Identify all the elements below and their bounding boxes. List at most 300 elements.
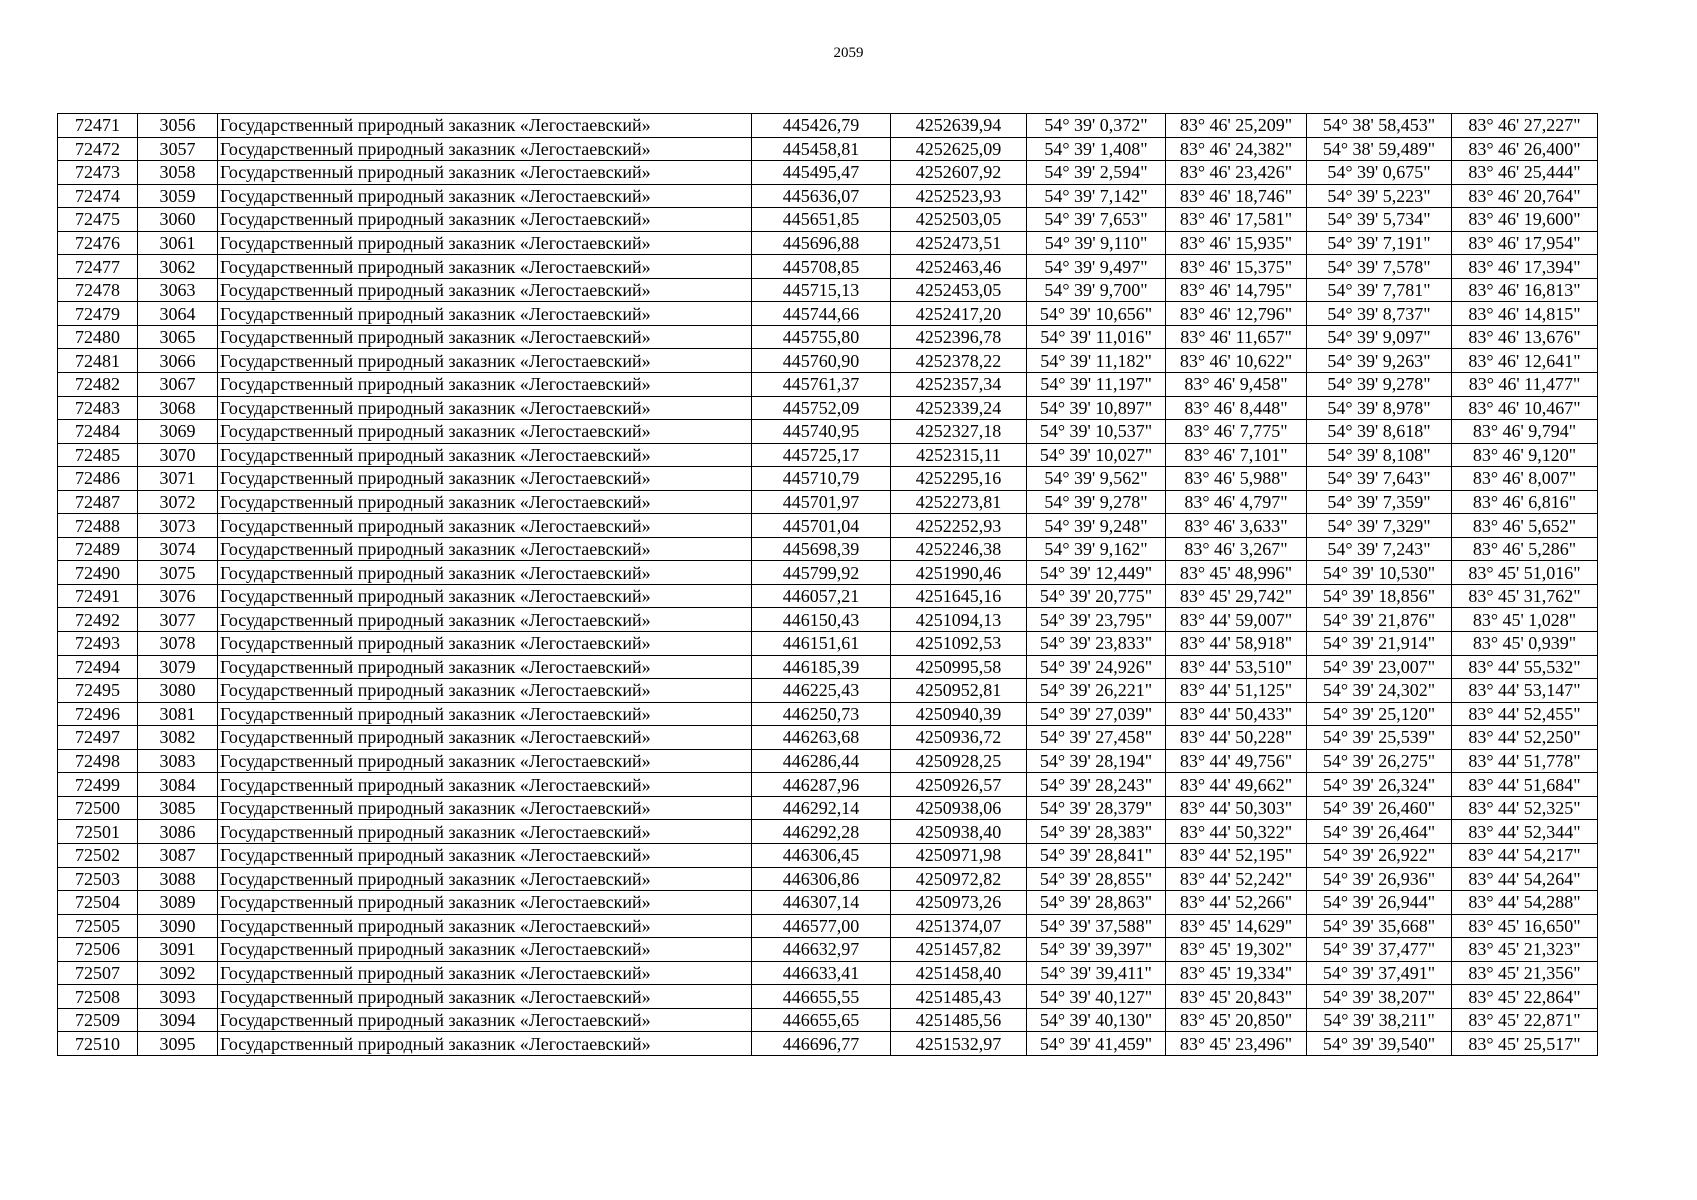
- x-coordinate-cell: 446577,00: [752, 914, 891, 938]
- latitude-2-cell: 54° 38' 59,489": [1307, 137, 1452, 161]
- x-coordinate-cell: 446306,45: [752, 843, 891, 867]
- y-coordinate-cell: 4250938,40: [891, 820, 1027, 844]
- point-number-cell: 3078: [138, 632, 218, 656]
- latitude-1-cell: 54° 39' 23,795": [1027, 608, 1166, 632]
- x-coordinate-cell: 445710,79: [752, 467, 891, 491]
- table-row: [58, 325, 1598, 349]
- latitude-1-cell: 54° 39' 39,411": [1027, 961, 1166, 985]
- record-number-cell: 72483: [58, 396, 138, 420]
- point-number-cell: 3095: [138, 1032, 218, 1056]
- x-coordinate-cell: 445725,17: [752, 443, 891, 467]
- y-coordinate-cell: 4250938,06: [891, 796, 1027, 820]
- object-name-cell: Государственный природный заказник «Легостаевский»: [218, 891, 752, 915]
- y-coordinate-cell: 4251457,82: [891, 938, 1027, 962]
- x-coordinate-cell: 446286,44: [752, 749, 891, 773]
- point-number-cell: 3079: [138, 655, 218, 679]
- object-name-cell: Государственный природный заказник «Легостаевский»: [218, 749, 752, 773]
- object-name-cell: Государственный природный заказник «Легостаевский»: [218, 255, 752, 279]
- latitude-2-cell: 54° 39' 9,097": [1307, 325, 1452, 349]
- latitude-2-cell: 54° 39' 26,922": [1307, 843, 1452, 867]
- table-row: [58, 302, 1598, 326]
- longitude-1-cell: 83° 44' 50,228": [1166, 726, 1307, 750]
- y-coordinate-cell: 4250973,26: [891, 891, 1027, 915]
- object-name-cell: Государственный природный заказник «Легостаевский»: [218, 137, 752, 161]
- longitude-1-cell: 83° 44' 50,322": [1166, 820, 1307, 844]
- latitude-1-cell: 54° 39' 28,841": [1027, 843, 1166, 867]
- point-number-cell: 3087: [138, 843, 218, 867]
- latitude-2-cell: 54° 39' 38,207": [1307, 985, 1452, 1009]
- table-row: [58, 749, 1598, 773]
- latitude-1-cell: 54° 39' 7,142": [1027, 184, 1166, 208]
- record-number-cell: 72480: [58, 325, 138, 349]
- latitude-2-cell: 54° 39' 7,359": [1307, 490, 1452, 514]
- table-row: [58, 632, 1598, 656]
- longitude-1-cell: 83° 45' 48,996": [1166, 561, 1307, 585]
- object-name-cell: Государственный природный заказник «Легостаевский»: [218, 490, 752, 514]
- y-coordinate-cell: 4252378,22: [891, 349, 1027, 373]
- object-name-cell: Государственный природный заказник «Легостаевский»: [218, 443, 752, 467]
- table-row: [58, 537, 1598, 561]
- table-row: [58, 443, 1598, 467]
- longitude-1-cell: 83° 44' 59,007": [1166, 608, 1307, 632]
- longitude-2-cell: 83° 45' 51,016": [1452, 561, 1598, 585]
- x-coordinate-cell: 446263,68: [752, 726, 891, 750]
- longitude-1-cell: 83° 46' 11,657": [1166, 325, 1307, 349]
- latitude-1-cell: 54° 39' 28,379": [1027, 796, 1166, 820]
- y-coordinate-cell: 4252417,20: [891, 302, 1027, 326]
- latitude-1-cell: 54° 39' 11,016": [1027, 325, 1166, 349]
- y-coordinate-cell: 4252315,11: [891, 443, 1027, 467]
- longitude-2-cell: 83° 44' 54,288": [1452, 891, 1598, 915]
- record-number-cell: 72499: [58, 773, 138, 797]
- record-number-cell: 72475: [58, 208, 138, 232]
- point-number-cell: 3090: [138, 914, 218, 938]
- table-row: [58, 467, 1598, 491]
- longitude-1-cell: 83° 44' 49,756": [1166, 749, 1307, 773]
- point-number-cell: 3085: [138, 796, 218, 820]
- record-number-cell: 72498: [58, 749, 138, 773]
- point-number-cell: 3058: [138, 161, 218, 185]
- point-number-cell: 3071: [138, 467, 218, 491]
- point-number-cell: 3056: [138, 114, 218, 138]
- longitude-2-cell: 83° 46' 11,477": [1452, 373, 1598, 397]
- latitude-1-cell: 54° 39' 41,459": [1027, 1032, 1166, 1056]
- latitude-1-cell: 54° 39' 23,833": [1027, 632, 1166, 656]
- record-number-cell: 72504: [58, 891, 138, 915]
- longitude-1-cell: 83° 44' 52,242": [1166, 867, 1307, 891]
- x-coordinate-cell: 446057,21: [752, 584, 891, 608]
- x-coordinate-cell: 446307,14: [752, 891, 891, 915]
- y-coordinate-cell: 4250995,58: [891, 655, 1027, 679]
- y-coordinate-cell: 4252473,51: [891, 231, 1027, 255]
- latitude-2-cell: 54° 39' 26,324": [1307, 773, 1452, 797]
- y-coordinate-cell: 4250972,82: [891, 867, 1027, 891]
- latitude-2-cell: 54° 39' 0,675": [1307, 161, 1452, 185]
- point-number-cell: 3070: [138, 443, 218, 467]
- record-number-cell: 72472: [58, 137, 138, 161]
- x-coordinate-cell: 445701,04: [752, 514, 891, 538]
- y-coordinate-cell: 4251094,13: [891, 608, 1027, 632]
- longitude-2-cell: 83° 44' 53,147": [1452, 679, 1598, 703]
- latitude-1-cell: 54° 39' 9,248": [1027, 514, 1166, 538]
- longitude-1-cell: 83° 46' 10,622": [1166, 349, 1307, 373]
- longitude-2-cell: 83° 46' 26,400": [1452, 137, 1598, 161]
- table-row: [58, 796, 1598, 820]
- longitude-2-cell: 83° 44' 52,455": [1452, 702, 1598, 726]
- longitude-2-cell: 83° 46' 25,444": [1452, 161, 1598, 185]
- longitude-2-cell: 83° 46' 5,286": [1452, 537, 1598, 561]
- y-coordinate-cell: 4252252,93: [891, 514, 1027, 538]
- x-coordinate-cell: 446185,39: [752, 655, 891, 679]
- y-coordinate-cell: 4252453,05: [891, 278, 1027, 302]
- latitude-2-cell: 54° 39' 21,876": [1307, 608, 1452, 632]
- longitude-1-cell: 83° 45' 20,843": [1166, 985, 1307, 1009]
- x-coordinate-cell: 445752,09: [752, 396, 891, 420]
- record-number-cell: 72476: [58, 231, 138, 255]
- record-number-cell: 72488: [58, 514, 138, 538]
- table-row: [58, 655, 1598, 679]
- table-row: [58, 608, 1598, 632]
- point-number-cell: 3092: [138, 961, 218, 985]
- latitude-2-cell: 54° 39' 25,120": [1307, 702, 1452, 726]
- longitude-2-cell: 83° 44' 52,250": [1452, 726, 1598, 750]
- record-number-cell: 72481: [58, 349, 138, 373]
- longitude-2-cell: 83° 45' 1,028": [1452, 608, 1598, 632]
- latitude-2-cell: 54° 39' 37,477": [1307, 938, 1452, 962]
- longitude-1-cell: 83° 45' 29,742": [1166, 584, 1307, 608]
- record-number-cell: 72490: [58, 561, 138, 585]
- x-coordinate-cell: 446696,77: [752, 1032, 891, 1056]
- object-name-cell: Государственный природный заказник «Легостаевский»: [218, 1008, 752, 1032]
- point-number-cell: 3081: [138, 702, 218, 726]
- record-number-cell: 72486: [58, 467, 138, 491]
- y-coordinate-cell: 4252295,16: [891, 467, 1027, 491]
- object-name-cell: Государственный природный заказник «Легостаевский»: [218, 396, 752, 420]
- latitude-1-cell: 54° 39' 10,027": [1027, 443, 1166, 467]
- y-coordinate-cell: 4252327,18: [891, 420, 1027, 444]
- latitude-2-cell: 54° 39' 9,263": [1307, 349, 1452, 373]
- latitude-2-cell: 54° 39' 35,668": [1307, 914, 1452, 938]
- table-row: [58, 137, 1598, 161]
- longitude-2-cell: 83° 46' 14,815": [1452, 302, 1598, 326]
- x-coordinate-cell: 445495,47: [752, 161, 891, 185]
- latitude-2-cell: 54° 39' 7,329": [1307, 514, 1452, 538]
- x-coordinate-cell: 445426,79: [752, 114, 891, 138]
- table-row: [58, 184, 1598, 208]
- object-name-cell: Государственный природный заказник «Легостаевский»: [218, 1032, 752, 1056]
- x-coordinate-cell: 446306,86: [752, 867, 891, 891]
- longitude-2-cell: 83° 46' 20,764": [1452, 184, 1598, 208]
- longitude-2-cell: 83° 44' 51,684": [1452, 773, 1598, 797]
- object-name-cell: Государственный природный заказник «Легостаевский»: [218, 420, 752, 444]
- object-name-cell: Государственный природный заказник «Легостаевский»: [218, 302, 752, 326]
- longitude-1-cell: 83° 44' 51,125": [1166, 679, 1307, 703]
- table-row: [58, 255, 1598, 279]
- object-name-cell: Государственный природный заказник «Легостаевский»: [218, 184, 752, 208]
- object-name-cell: Государственный природный заказник «Легостаевский»: [218, 679, 752, 703]
- longitude-2-cell: 83° 45' 31,762": [1452, 584, 1598, 608]
- longitude-2-cell: 83° 46' 16,813": [1452, 278, 1598, 302]
- x-coordinate-cell: 446225,43: [752, 679, 891, 703]
- table-row: [58, 396, 1598, 420]
- longitude-1-cell: 83° 46' 4,797": [1166, 490, 1307, 514]
- longitude-2-cell: 83° 45' 22,864": [1452, 985, 1598, 1009]
- y-coordinate-cell: 4250926,57: [891, 773, 1027, 797]
- table-row: [58, 373, 1598, 397]
- x-coordinate-cell: 445636,07: [752, 184, 891, 208]
- latitude-2-cell: 54° 39' 26,275": [1307, 749, 1452, 773]
- longitude-2-cell: 83° 46' 17,394": [1452, 255, 1598, 279]
- table-row: [58, 349, 1598, 373]
- table-row: [58, 161, 1598, 185]
- x-coordinate-cell: 446151,61: [752, 632, 891, 656]
- record-number-cell: 72485: [58, 443, 138, 467]
- latitude-2-cell: 54° 39' 21,914": [1307, 632, 1452, 656]
- latitude-2-cell: 54° 39' 8,978": [1307, 396, 1452, 420]
- y-coordinate-cell: 4252357,34: [891, 373, 1027, 397]
- latitude-1-cell: 54° 39' 10,656": [1027, 302, 1166, 326]
- object-name-cell: Государственный природный заказник «Легостаевский»: [218, 514, 752, 538]
- longitude-2-cell: 83° 45' 22,871": [1452, 1008, 1598, 1032]
- y-coordinate-cell: 4251374,07: [891, 914, 1027, 938]
- object-name-cell: Государственный природный заказник «Легостаевский»: [218, 467, 752, 491]
- record-number-cell: 72482: [58, 373, 138, 397]
- longitude-2-cell: 83° 44' 52,325": [1452, 796, 1598, 820]
- object-name-cell: Государственный природный заказник «Легостаевский»: [218, 702, 752, 726]
- point-number-cell: 3062: [138, 255, 218, 279]
- table-row: [58, 938, 1598, 962]
- x-coordinate-cell: 446150,43: [752, 608, 891, 632]
- latitude-1-cell: 54° 39' 28,383": [1027, 820, 1166, 844]
- y-coordinate-cell: 4251645,16: [891, 584, 1027, 608]
- longitude-2-cell: 83° 44' 51,778": [1452, 749, 1598, 773]
- y-coordinate-cell: 4250928,25: [891, 749, 1027, 773]
- longitude-2-cell: 83° 46' 19,600": [1452, 208, 1598, 232]
- latitude-1-cell: 54° 39' 9,562": [1027, 467, 1166, 491]
- table-row: [58, 891, 1598, 915]
- point-number-cell: 3067: [138, 373, 218, 397]
- object-name-cell: Государственный природный заказник «Легостаевский»: [218, 773, 752, 797]
- latitude-2-cell: 54° 39' 26,464": [1307, 820, 1452, 844]
- latitude-1-cell: 54° 39' 0,372": [1027, 114, 1166, 138]
- longitude-2-cell: 83° 44' 54,264": [1452, 867, 1598, 891]
- x-coordinate-cell: 446292,28: [752, 820, 891, 844]
- y-coordinate-cell: 4251990,46: [891, 561, 1027, 585]
- object-name-cell: Государственный природный заказник «Легостаевский»: [218, 208, 752, 232]
- y-coordinate-cell: 4251092,53: [891, 632, 1027, 656]
- latitude-2-cell: 54° 39' 7,781": [1307, 278, 1452, 302]
- x-coordinate-cell: 445740,95: [752, 420, 891, 444]
- latitude-1-cell: 54° 39' 24,926": [1027, 655, 1166, 679]
- record-number-cell: 72497: [58, 726, 138, 750]
- longitude-1-cell: 83° 45' 20,850": [1166, 1008, 1307, 1032]
- point-number-cell: 3082: [138, 726, 218, 750]
- object-name-cell: Государственный природный заказник «Легостаевский»: [218, 655, 752, 679]
- point-number-cell: 3073: [138, 514, 218, 538]
- longitude-1-cell: 83° 44' 53,510": [1166, 655, 1307, 679]
- point-number-cell: 3057: [138, 137, 218, 161]
- longitude-2-cell: 83° 46' 12,641": [1452, 349, 1598, 373]
- record-number-cell: 72509: [58, 1008, 138, 1032]
- y-coordinate-cell: 4252246,38: [891, 537, 1027, 561]
- y-coordinate-cell: 4252339,24: [891, 396, 1027, 420]
- y-coordinate-cell: 4252625,09: [891, 137, 1027, 161]
- point-number-cell: 3077: [138, 608, 218, 632]
- object-name-cell: Государственный природный заказник «Легостаевский»: [218, 231, 752, 255]
- record-number-cell: 72507: [58, 961, 138, 985]
- longitude-2-cell: 83° 46' 5,652": [1452, 514, 1598, 538]
- table-row: [58, 1008, 1598, 1032]
- longitude-2-cell: 83° 45' 21,356": [1452, 961, 1598, 985]
- latitude-2-cell: 54° 39' 7,578": [1307, 255, 1452, 279]
- longitude-2-cell: 83° 45' 25,517": [1452, 1032, 1598, 1056]
- latitude-1-cell: 54° 39' 10,897": [1027, 396, 1166, 420]
- longitude-2-cell: 83° 44' 54,217": [1452, 843, 1598, 867]
- object-name-cell: Государственный природный заказник «Легостаевский»: [218, 161, 752, 185]
- record-number-cell: 72510: [58, 1032, 138, 1056]
- latitude-1-cell: 54° 39' 37,588": [1027, 914, 1166, 938]
- point-number-cell: 3093: [138, 985, 218, 1009]
- latitude-1-cell: 54° 39' 2,594": [1027, 161, 1166, 185]
- longitude-1-cell: 83° 46' 9,458": [1166, 373, 1307, 397]
- record-number-cell: 72491: [58, 584, 138, 608]
- page-number: 2059: [833, 45, 864, 61]
- longitude-2-cell: 83° 46' 6,816": [1452, 490, 1598, 514]
- latitude-2-cell: 54° 39' 38,211": [1307, 1008, 1452, 1032]
- record-number-cell: 72494: [58, 655, 138, 679]
- point-number-cell: 3094: [138, 1008, 218, 1032]
- x-coordinate-cell: 445799,92: [752, 561, 891, 585]
- x-coordinate-cell: 445651,85: [752, 208, 891, 232]
- latitude-2-cell: 54° 39' 26,944": [1307, 891, 1452, 915]
- latitude-1-cell: 54° 39' 39,397": [1027, 938, 1166, 962]
- latitude-1-cell: 54° 39' 26,221": [1027, 679, 1166, 703]
- longitude-2-cell: 83° 45' 0,939": [1452, 632, 1598, 656]
- longitude-1-cell: 83° 45' 19,302": [1166, 938, 1307, 962]
- longitude-1-cell: 83° 46' 7,775": [1166, 420, 1307, 444]
- longitude-2-cell: 83° 46' 9,794": [1452, 420, 1598, 444]
- latitude-1-cell: 54° 39' 11,182": [1027, 349, 1166, 373]
- y-coordinate-cell: 4252503,05: [891, 208, 1027, 232]
- table-row: [58, 679, 1598, 703]
- y-coordinate-cell: 4252639,94: [891, 114, 1027, 138]
- x-coordinate-cell: 445760,90: [752, 349, 891, 373]
- table-row: [58, 1032, 1598, 1056]
- latitude-2-cell: 54° 39' 26,936": [1307, 867, 1452, 891]
- latitude-1-cell: 54° 39' 9,497": [1027, 255, 1166, 279]
- latitude-2-cell: 54° 38' 58,453": [1307, 114, 1452, 138]
- object-name-cell: Государственный природный заказник «Легостаевский»: [218, 349, 752, 373]
- table-row: [58, 867, 1598, 891]
- object-name-cell: Государственный природный заказник «Легостаевский»: [218, 796, 752, 820]
- x-coordinate-cell: 446287,96: [752, 773, 891, 797]
- x-coordinate-cell: 446250,73: [752, 702, 891, 726]
- longitude-1-cell: 83° 44' 50,433": [1166, 702, 1307, 726]
- longitude-1-cell: 83° 45' 19,334": [1166, 961, 1307, 985]
- latitude-1-cell: 54° 39' 40,127": [1027, 985, 1166, 1009]
- latitude-1-cell: 54° 39' 10,537": [1027, 420, 1166, 444]
- longitude-1-cell: 83° 44' 58,918": [1166, 632, 1307, 656]
- object-name-cell: Государственный природный заказник «Легостаевский»: [218, 561, 752, 585]
- x-coordinate-cell: 445701,97: [752, 490, 891, 514]
- record-number-cell: 72473: [58, 161, 138, 185]
- longitude-2-cell: 83° 46' 8,007": [1452, 467, 1598, 491]
- latitude-2-cell: 54° 39' 10,530": [1307, 561, 1452, 585]
- longitude-1-cell: 83° 45' 14,629": [1166, 914, 1307, 938]
- latitude-2-cell: 54° 39' 26,460": [1307, 796, 1452, 820]
- x-coordinate-cell: 446633,41: [752, 961, 891, 985]
- point-number-cell: 3068: [138, 396, 218, 420]
- latitude-2-cell: 54° 39' 25,539": [1307, 726, 1452, 750]
- table-body: [58, 114, 1598, 1056]
- latitude-2-cell: 54° 39' 5,223": [1307, 184, 1452, 208]
- longitude-2-cell: 83° 46' 10,467": [1452, 396, 1598, 420]
- y-coordinate-cell: 4251485,56: [891, 1008, 1027, 1032]
- latitude-2-cell: 54° 39' 8,108": [1307, 443, 1452, 467]
- point-number-cell: 3074: [138, 537, 218, 561]
- x-coordinate-cell: 445744,66: [752, 302, 891, 326]
- record-number-cell: 72501: [58, 820, 138, 844]
- longitude-2-cell: 83° 45' 16,650": [1452, 914, 1598, 938]
- point-number-cell: 3059: [138, 184, 218, 208]
- y-coordinate-cell: 4250940,39: [891, 702, 1027, 726]
- longitude-1-cell: 83° 46' 18,746": [1166, 184, 1307, 208]
- table-row: [58, 843, 1598, 867]
- record-number-cell: 72493: [58, 632, 138, 656]
- record-number-cell: 72500: [58, 796, 138, 820]
- point-number-cell: 3088: [138, 867, 218, 891]
- longitude-1-cell: 83° 46' 14,795": [1166, 278, 1307, 302]
- latitude-1-cell: 54° 39' 9,162": [1027, 537, 1166, 561]
- latitude-2-cell: 54° 39' 24,302": [1307, 679, 1452, 703]
- latitude-2-cell: 54° 39' 7,191": [1307, 231, 1452, 255]
- x-coordinate-cell: 445696,88: [752, 231, 891, 255]
- record-number-cell: 72496: [58, 702, 138, 726]
- longitude-2-cell: 83° 46' 27,227": [1452, 114, 1598, 138]
- y-coordinate-cell: 4252463,46: [891, 255, 1027, 279]
- record-number-cell: 72489: [58, 537, 138, 561]
- table-row: [58, 820, 1598, 844]
- x-coordinate-cell: 446655,55: [752, 985, 891, 1009]
- table-row: [58, 702, 1598, 726]
- latitude-1-cell: 54° 39' 9,110": [1027, 231, 1166, 255]
- longitude-1-cell: 83° 44' 52,266": [1166, 891, 1307, 915]
- record-number-cell: 72477: [58, 255, 138, 279]
- coordinates-table: [57, 113, 1598, 1056]
- point-number-cell: 3091: [138, 938, 218, 962]
- latitude-1-cell: 54° 39' 9,700": [1027, 278, 1166, 302]
- point-number-cell: 3089: [138, 891, 218, 915]
- latitude-1-cell: 54° 39' 28,243": [1027, 773, 1166, 797]
- latitude-1-cell: 54° 39' 9,278": [1027, 490, 1166, 514]
- longitude-1-cell: 83° 46' 17,581": [1166, 208, 1307, 232]
- table-row: [58, 208, 1598, 232]
- record-number-cell: 72506: [58, 938, 138, 962]
- object-name-cell: Государственный природный заказник «Легостаевский»: [218, 114, 752, 138]
- y-coordinate-cell: 4250952,81: [891, 679, 1027, 703]
- record-number-cell: 72505: [58, 914, 138, 938]
- longitude-1-cell: 83° 46' 3,267": [1166, 537, 1307, 561]
- object-name-cell: Государственный природный заказник «Легостаевский»: [218, 961, 752, 985]
- table-row: [58, 420, 1598, 444]
- record-number-cell: 72478: [58, 278, 138, 302]
- y-coordinate-cell: 4252523,93: [891, 184, 1027, 208]
- point-number-cell: 3075: [138, 561, 218, 585]
- longitude-1-cell: 83° 46' 15,375": [1166, 255, 1307, 279]
- point-number-cell: 3076: [138, 584, 218, 608]
- longitude-2-cell: 83° 46' 17,954": [1452, 231, 1598, 255]
- x-coordinate-cell: 446655,65: [752, 1008, 891, 1032]
